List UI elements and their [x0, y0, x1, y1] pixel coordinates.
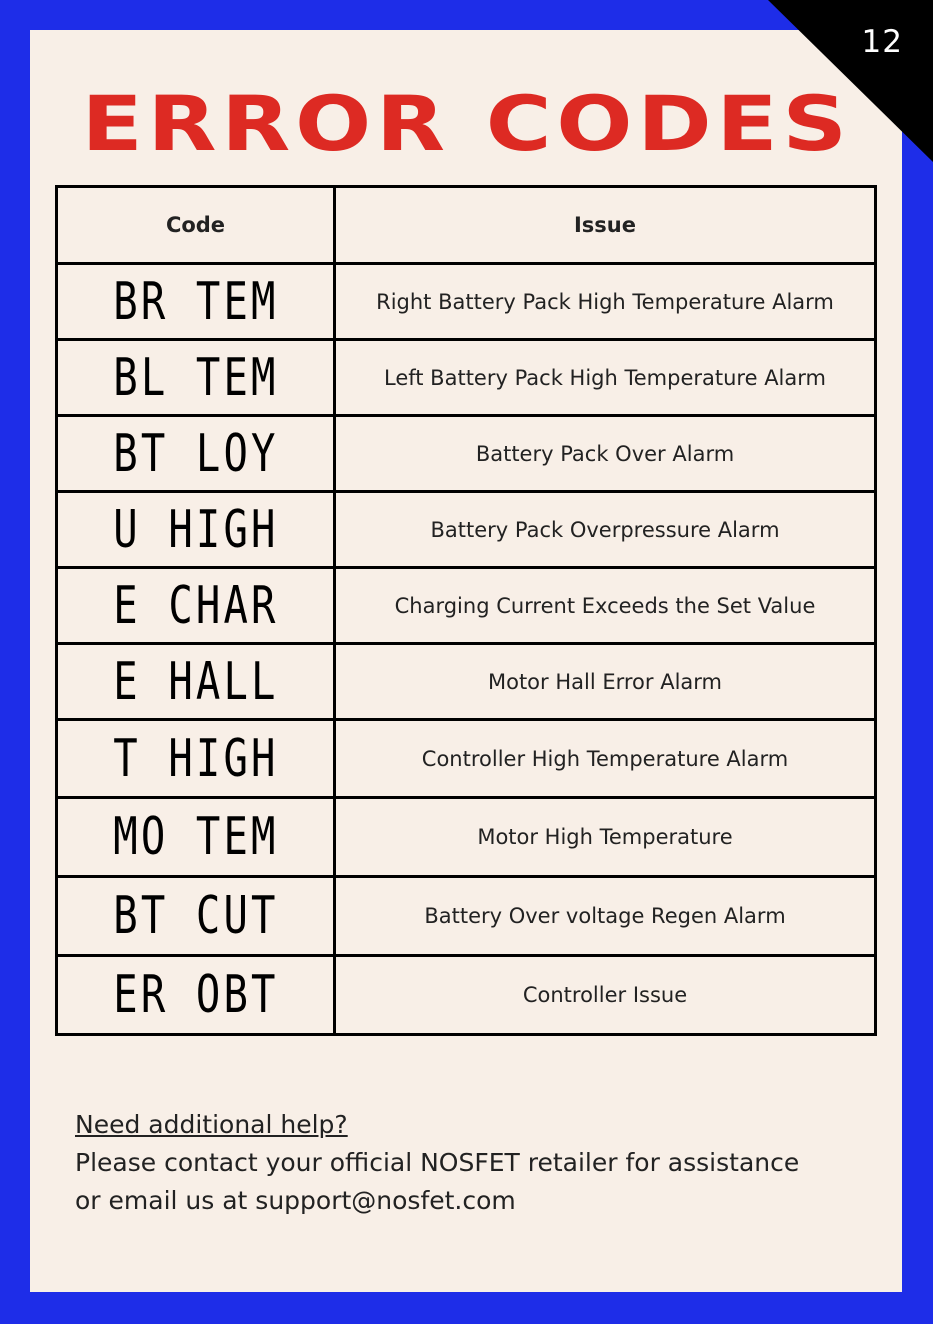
issue-description: Motor High Temperature — [335, 798, 876, 877]
error-code: BT LOY — [112, 423, 279, 484]
error-code: BR TEM — [112, 271, 279, 332]
table-row — [57, 340, 876, 416]
header-code: Code — [57, 187, 335, 264]
table-row — [57, 492, 876, 568]
error-code-cell — [57, 568, 335, 644]
error-code: T HIGH — [112, 728, 279, 789]
error-code-cell — [57, 492, 335, 568]
page-title: ERROR CODES — [81, 79, 852, 168]
help-heading[interactable]: Need additional help? — [75, 1110, 348, 1139]
error-code: BT CUT — [112, 886, 279, 946]
table-row — [57, 568, 876, 644]
issue-description: Battery Pack Over Alarm — [335, 416, 876, 492]
issue-description: Controller High Temperature Alarm — [335, 720, 876, 798]
error-code-cell — [57, 798, 335, 877]
header-issue: Issue — [335, 187, 876, 264]
table-row — [57, 798, 876, 877]
error-code-cell — [57, 340, 335, 416]
issue-description: Right Battery Pack High Temperature Alarm — [335, 264, 876, 340]
table-body — [57, 264, 876, 1035]
issue-description: Battery Pack Overpressure Alarm — [335, 492, 876, 568]
error-code-cell — [57, 644, 335, 720]
issue-description: Battery Over voltage Regen Alarm — [335, 877, 876, 956]
table-header-row — [57, 187, 876, 264]
table-row — [57, 416, 876, 492]
help-line-1: Please contact your official NOSFET retailer for assistance — [75, 1148, 800, 1177]
issue-description: Left Battery Pack High Temperature Alarm — [335, 340, 876, 416]
error-code-cell — [57, 416, 335, 492]
table-row — [57, 720, 876, 798]
help-line-2: or email us at support@nosfet.com — [75, 1186, 516, 1215]
error-code-cell — [57, 877, 335, 956]
error-code: MO TEM — [112, 807, 279, 867]
table-row — [57, 956, 876, 1035]
error-code: BL TEM — [112, 347, 279, 408]
error-code-cell — [57, 264, 335, 340]
error-code: U HIGH — [112, 499, 279, 560]
issue-description: Motor Hall Error Alarm — [335, 644, 876, 720]
error-code-cell — [57, 720, 335, 798]
table-row — [57, 877, 876, 956]
issue-description: Controller Issue — [335, 956, 876, 1035]
help-section — [75, 1106, 799, 1220]
table-row — [57, 264, 876, 340]
page-number: 12 — [861, 24, 903, 60]
error-code-cell — [57, 956, 335, 1035]
table-row — [57, 644, 876, 720]
issue-description: Charging Current Exceeds the Set Value — [335, 568, 876, 644]
error-code: ER OBT — [112, 965, 279, 1025]
error-codes-table — [55, 185, 877, 1036]
error-code: E CHAR — [112, 575, 279, 636]
error-code: E HALL — [112, 651, 279, 712]
